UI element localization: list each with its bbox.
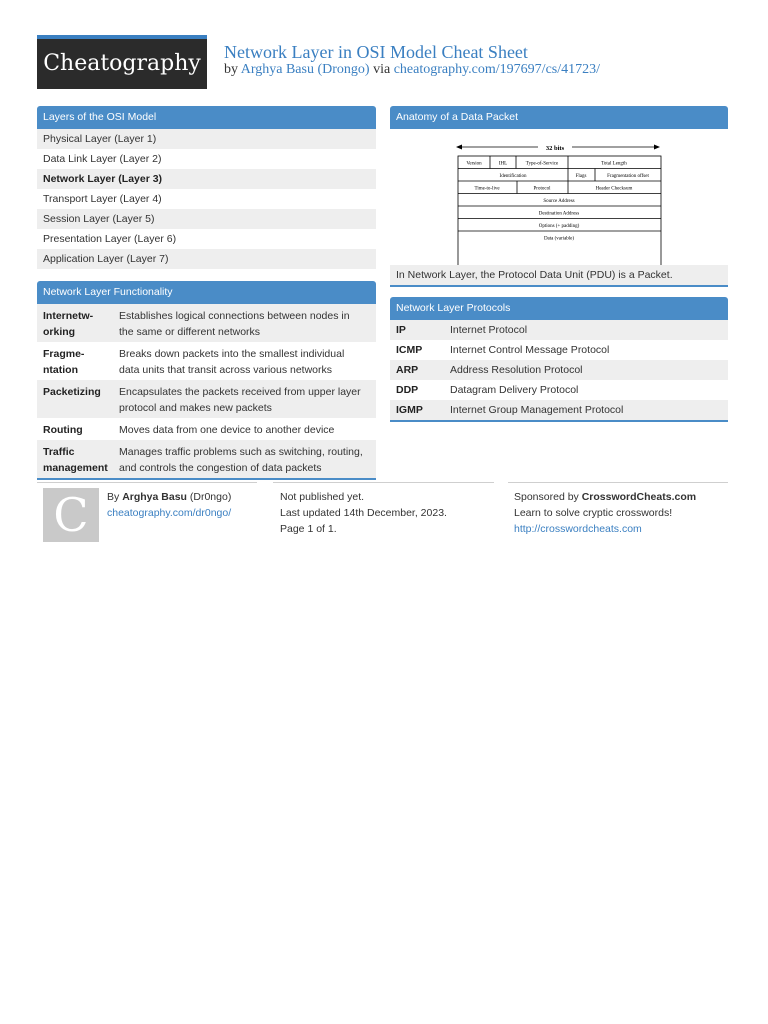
- term: Routing: [43, 424, 83, 436]
- field-ihl: IHL: [498, 161, 508, 167]
- table-row: [37, 342, 376, 380]
- diagram-background: [454, 137, 666, 249]
- description: and controls the congestion of data packets: [119, 462, 322, 474]
- page-title[interactable]: Network Layer in OSI Model Cheat Sheet: [224, 42, 528, 62]
- list-item: Presentation Layer (Layer 6): [43, 233, 177, 245]
- table-row: [390, 360, 728, 380]
- sponsor-name[interactable]: CrosswordCheats.com: [581, 491, 697, 503]
- protocol-abbr: DDP: [396, 384, 419, 396]
- packet-anatomy-heading: Anatomy of a Data Packet: [390, 106, 728, 129]
- term: management: [43, 462, 108, 474]
- field-version: Version: [466, 161, 482, 167]
- sponsor-label: Sponsored by: [514, 491, 579, 503]
- description: Manages traffic problems such as switching, routing,: [119, 446, 363, 458]
- table-row: [390, 380, 728, 400]
- sheet-url-link[interactable]: cheatography.com/197697/cs/41723/: [393, 62, 601, 77]
- list-item: Transport Layer (Layer 4): [43, 193, 162, 205]
- last-updated: Last updated 14th December, 2023.: [280, 507, 447, 519]
- field-flags: Flags: [575, 174, 587, 179]
- description: Moves data from one device to another device: [119, 424, 335, 436]
- field-fragment-offset: Fragmentation offset: [607, 174, 649, 179]
- protocol-name: Internet Group Management Protocol: [450, 404, 624, 416]
- description: Establishes logical connections between nodes in: [119, 310, 350, 322]
- by-prefix: by: [224, 62, 238, 77]
- list-item: Session Layer (Layer 5): [37, 209, 376, 229]
- bits-label: 32 bits: [545, 145, 565, 152]
- table-row: [390, 400, 728, 420]
- protocol-name: Internet Control Message Protocol: [450, 344, 610, 356]
- description: data units that transit across various networks: [119, 364, 333, 376]
- footer-divider: [37, 482, 257, 483]
- ip-header-diagram: [390, 129, 728, 265]
- via-text: via: [373, 62, 391, 77]
- term: ntation: [43, 364, 78, 376]
- description: Breaks down packets into the smallest individual: [119, 348, 345, 360]
- packet-diagram-area: [390, 129, 728, 265]
- protocol-name: Internet Protocol: [450, 324, 528, 336]
- list-item: Physical Layer (Layer 1): [37, 129, 376, 149]
- table-row: [37, 418, 376, 440]
- field-options: Options (+ padding): [538, 224, 580, 229]
- sponsor-link[interactable]: http://crosswordcheats.com: [514, 523, 642, 535]
- table-row: [37, 440, 376, 478]
- sponsor-tagline: Learn to solve cryptic crosswords!: [514, 507, 673, 519]
- pdu-note: In Network Layer, the Protocol Data Unit (PDU) is a Packet.: [390, 265, 728, 285]
- table-row: [37, 380, 376, 418]
- list-item: Application Layer (Layer 7): [37, 249, 376, 269]
- by-label: By: [107, 491, 120, 503]
- term: Traffic: [43, 446, 75, 458]
- author-profile-link[interactable]: cheatography.com/dr0ngo/: [107, 507, 232, 519]
- publish-status: Not published yet.: [280, 491, 365, 503]
- field-tos: Type-of-Service: [525, 161, 559, 167]
- term: orking: [43, 326, 76, 338]
- field-protocol: Protocol: [533, 186, 551, 192]
- osi-layers-section: [37, 106, 376, 269]
- field-source-address: Source Address: [543, 199, 575, 204]
- list-item: Network Layer (Layer 3): [37, 169, 376, 189]
- protocol-abbr: IP: [396, 324, 406, 336]
- page-number: Page 1 of 1.: [280, 523, 337, 535]
- cheatography-logo[interactable]: Cheatography: [37, 35, 207, 89]
- description: the same or different networks: [119, 326, 261, 338]
- protocols-heading: Network Layer Protocols: [390, 297, 728, 320]
- sponsor-line: [514, 489, 696, 505]
- field-identification: Identification: [499, 174, 527, 179]
- footer-divider: [508, 482, 728, 483]
- field-destination-address: Destination Address: [538, 211, 580, 217]
- author-name[interactable]: Arghya Basu: [122, 491, 187, 503]
- protocol-abbr: ARP: [396, 364, 419, 376]
- author-link[interactable]: Arghya Basu (Drongo): [240, 62, 370, 77]
- list-item: Data Link Layer (Layer 2): [43, 153, 162, 165]
- footer-divider: [273, 482, 494, 483]
- table-row: [390, 340, 728, 360]
- description: Encapsulates the packets received from upper layer: [119, 386, 361, 398]
- term: Internetw-: [43, 310, 94, 322]
- byline: [224, 62, 600, 78]
- field-total-length: Total Length: [601, 161, 627, 167]
- field-data: Data (variable): [543, 236, 575, 242]
- packet-anatomy-section: [390, 106, 728, 287]
- author-handle: (Dr0ngo): [189, 491, 232, 503]
- protocol-abbr: ICMP: [396, 344, 423, 356]
- protocol-name: Datagram Delivery Protocol: [450, 384, 579, 396]
- field-header-checksum: Header Checksum: [595, 186, 633, 192]
- term: Packetizing: [43, 386, 101, 398]
- author-avatar[interactable]: C: [43, 488, 99, 542]
- protocol-abbr: IGMP: [396, 404, 423, 416]
- functionality-section: [37, 281, 376, 480]
- footer-author: [107, 489, 231, 505]
- osi-layers-heading: Layers of the OSI Model: [37, 106, 376, 129]
- field-ttl: Time-to-live: [474, 186, 500, 192]
- term: Fragme-: [43, 348, 85, 360]
- functionality-heading: Network Layer Functionality: [37, 281, 376, 304]
- table-row: [37, 304, 376, 342]
- description: protocol and makes new packets: [119, 402, 272, 414]
- table-row: [390, 320, 728, 340]
- protocols-section: [390, 297, 728, 422]
- protocol-name: Address Resolution Protocol: [450, 364, 583, 376]
